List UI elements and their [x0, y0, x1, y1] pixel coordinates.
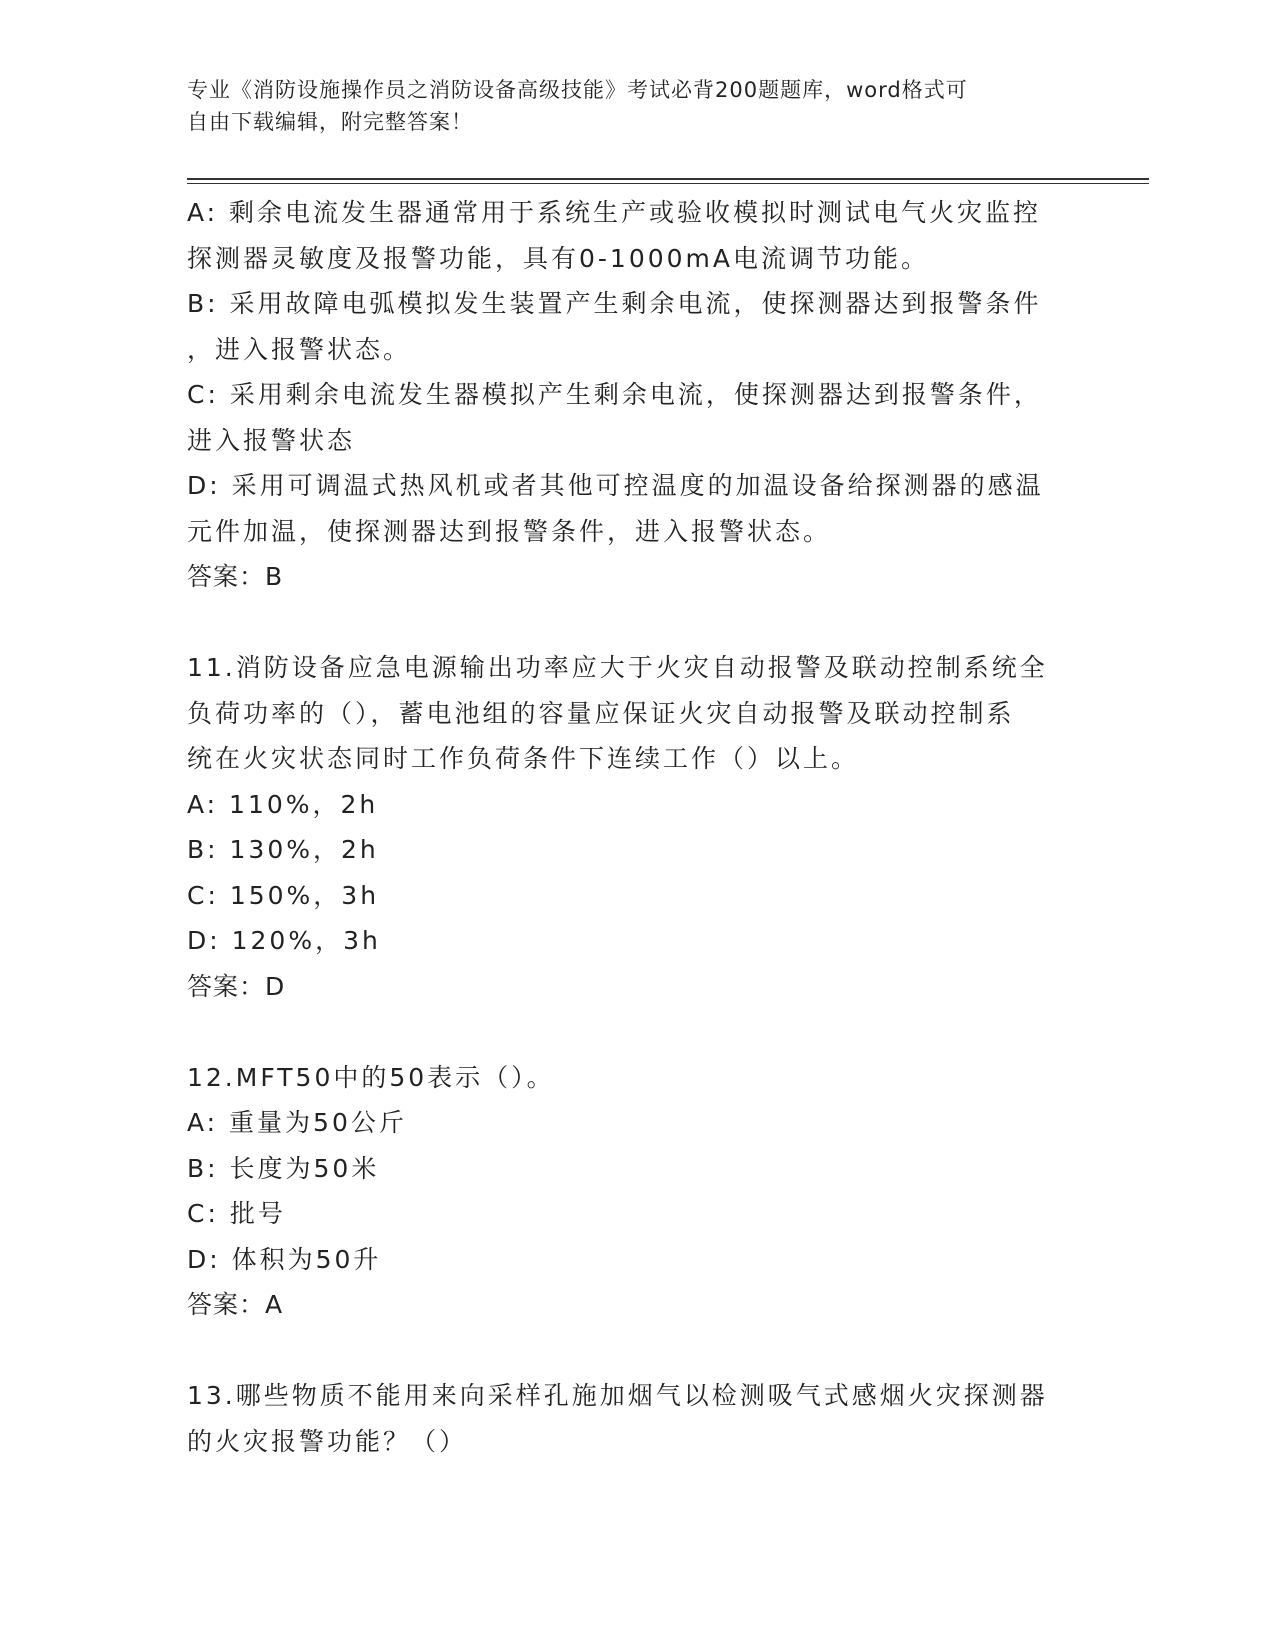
spacer [187, 600, 1087, 646]
option-b-line-1: B: 采用故障电弧模拟发生装置产生剩余电流，使探测器达到报警条件 [187, 289, 1042, 318]
question-stem-line-2: 的火灾报警功能？（） [187, 1426, 468, 1456]
header-divider-thin [187, 183, 1149, 184]
spacer [187, 1328, 1087, 1374]
answer-label: 答案：A [187, 1290, 284, 1319]
question-stem-line-2: 负荷功率的（），蓄电池组的容量应保证火灾自动报警及联动控制系 [187, 698, 1015, 728]
option-a: A: 重量为50公斤 [187, 1108, 407, 1137]
spacer [187, 1009, 1087, 1055]
question-11 [187, 645, 1087, 1009]
answer-label: 答案：B [187, 562, 284, 591]
question-10-options [187, 190, 1087, 600]
option-d-line-2: 元件加温，使探测器达到报警条件，进入报警状态。 [187, 516, 832, 546]
option-d-line-1: D: 采用可调温式热风机或者其他可控温度的加温设备给探测器的感温 [187, 471, 1044, 500]
question-content [187, 190, 1087, 1464]
question-stem-line-1: 11.消防设备应急电源输出功率应大于火灾自动报警及联动控制系统全 [187, 653, 1048, 682]
question-12 [187, 1055, 1087, 1328]
option-a-line-2: 探测器灵敏度及报警功能，具有0-1000mA电流调节功能。 [187, 243, 930, 273]
option-a: A: 110%，2h [187, 789, 379, 819]
question-stem-line-1: 13.哪些物质不能用来向采样孔施加烟气以检测吸气式感烟火灾探测器 [187, 1381, 1048, 1410]
option-c-line-2: 进入报警状态 [187, 425, 356, 455]
header-title-line-2: 自由下载编辑，附完整答案！ [187, 110, 473, 134]
question-stem: 12.MFT50中的50表示（）。 [187, 1062, 555, 1092]
option-b: B: 130%，2h [187, 835, 379, 864]
document-header [187, 74, 1067, 138]
option-d: D: 120%，3h [187, 926, 381, 955]
question-13 [187, 1373, 1087, 1464]
option-a-line-1: A: 剩余电流发生器通常用于系统生产或验收模拟时测试电气火灾监控 [187, 198, 1042, 227]
header-title-line-1: 专业《消防设施操作员之消防设备高级技能》考试必背200题题库，word格式可 [187, 78, 968, 102]
option-d: D: 体积为50升 [187, 1244, 382, 1274]
question-stem-line-3: 统在火灾状态同时工作负荷条件下连续工作（）以上。 [187, 744, 860, 773]
option-c-line-1: C: 采用剩余电流发生器模拟产生剩余电流，使探测器达到报警条件， [187, 380, 1042, 409]
option-c: C: 150%，3h [187, 880, 380, 910]
option-b-line-2: ，进入报警状态。 [187, 334, 412, 364]
header-divider-thick [187, 178, 1149, 180]
option-b: B: 长度为50米 [187, 1153, 380, 1183]
answer-label: 答案：D [187, 971, 286, 1001]
option-c: C: 批号 [187, 1199, 286, 1228]
